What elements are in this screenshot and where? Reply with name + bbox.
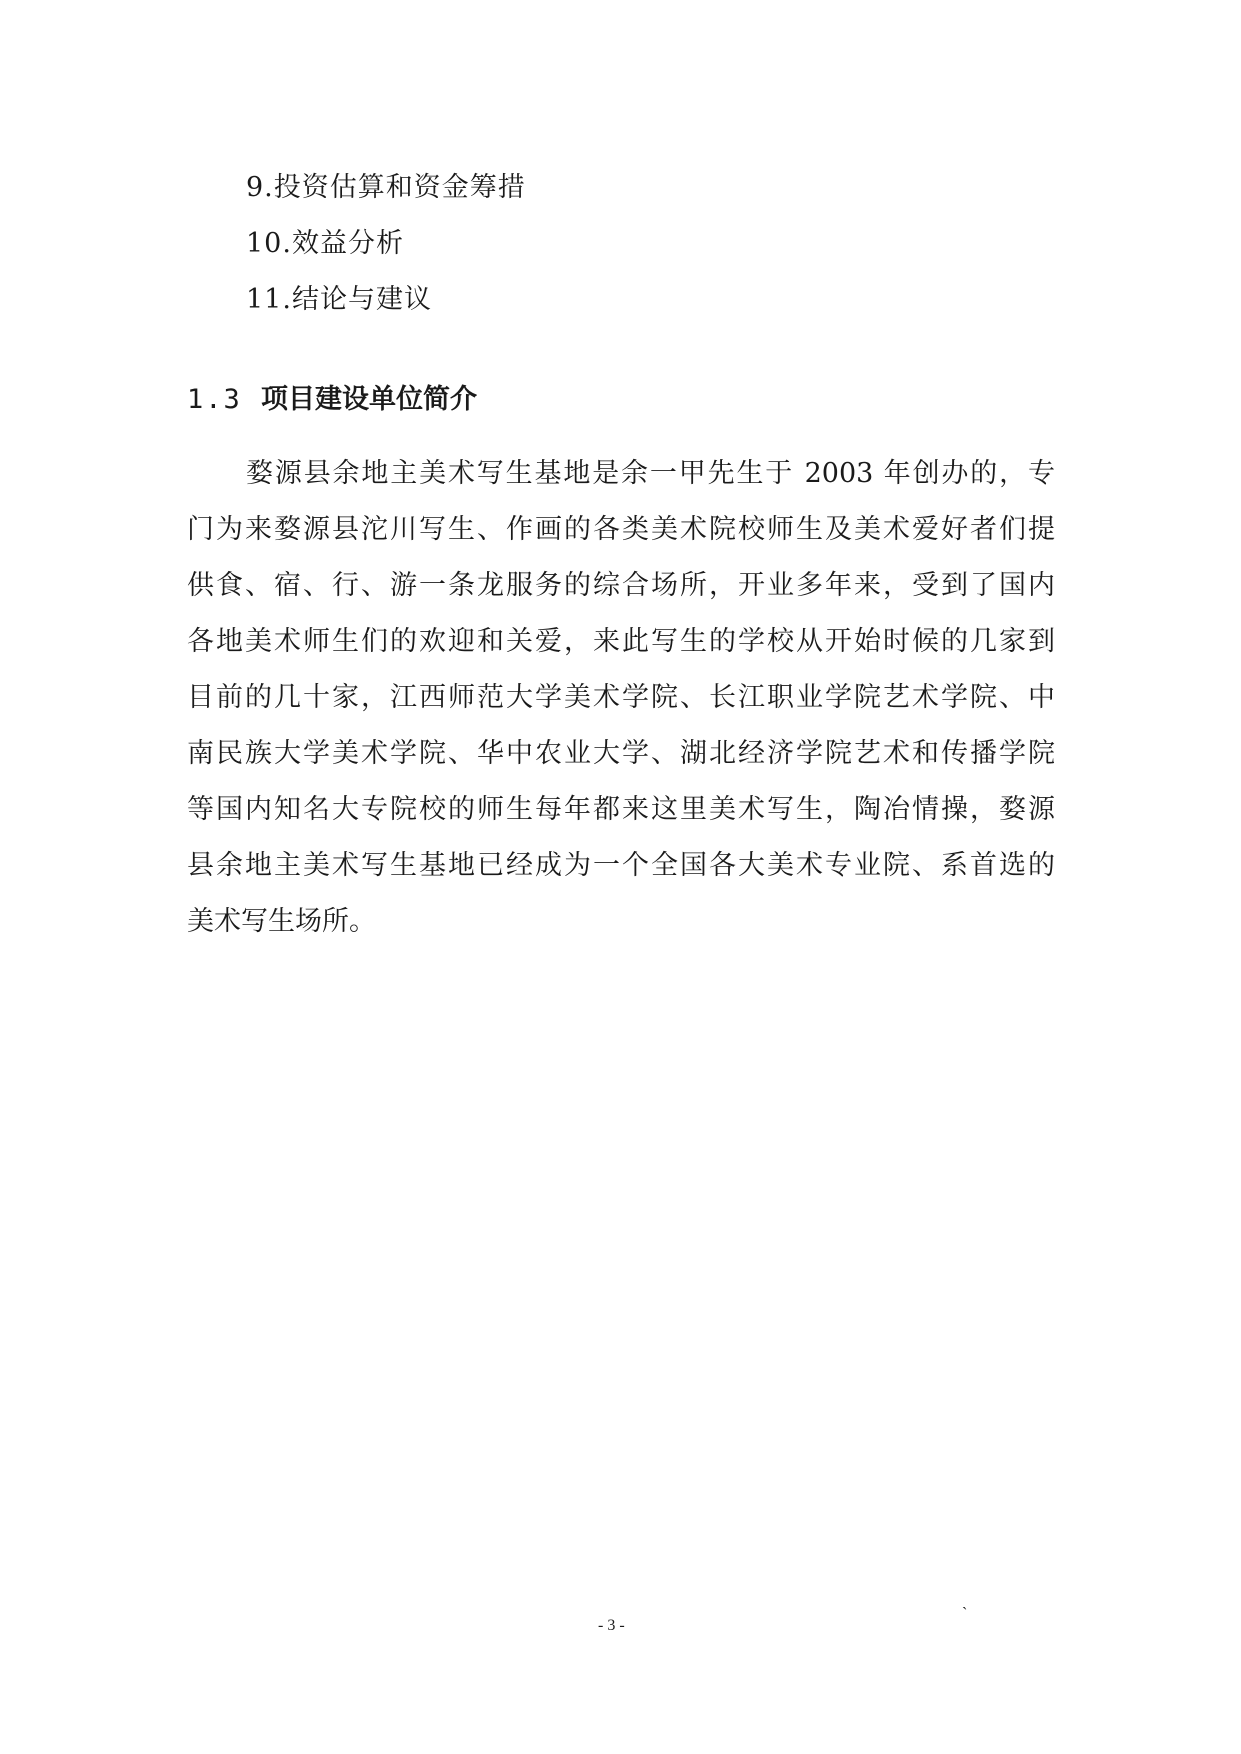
- paragraph-line: 供食、宿、行、游一条龙服务的综合场所，开业多年来，受到了国内: [187, 570, 1055, 601]
- paragraph-line: 婺源县余地主美术写生基地是余一甲先生于 2003 年创办的，专: [246, 458, 1055, 489]
- page-number: - 3 -: [598, 1617, 625, 1634]
- section-title: 项目建设单位简介: [261, 384, 477, 415]
- paragraph-line: 县余地主美术写生基地已经成为一个全国各大美术专业院、系首选的: [187, 850, 1055, 881]
- paragraph-line: 等国内知名大专院校的师生每年都来这里美术写生，陶冶情操，婺源: [187, 794, 1055, 825]
- footer-mark: `: [962, 1605, 968, 1622]
- section-number: 1.3: [187, 384, 242, 415]
- paragraph-line: 各地美术师生们的欢迎和关爱，来此写生的学校从开始时候的几家到: [187, 626, 1055, 657]
- section-heading: [187, 382, 477, 418]
- paragraph-line: 美术写生场所。: [187, 906, 376, 937]
- list-item: 9.投资估算和资金筹措: [246, 172, 526, 203]
- list-item: 11.结论与建议: [246, 284, 432, 315]
- paragraph-line: 目前的几十家，江西师范大学美术学院、长江职业学院艺术学院、中: [187, 682, 1055, 713]
- paragraph-line: 门为来婺源县沱川写生、作画的各类美术院校师生及美术爱好者们提: [187, 514, 1055, 545]
- list-item: 10.效益分析: [246, 228, 404, 259]
- paragraph-line: 南民族大学美术学院、华中农业大学、湖北经济学院艺术和传播学院: [187, 738, 1055, 769]
